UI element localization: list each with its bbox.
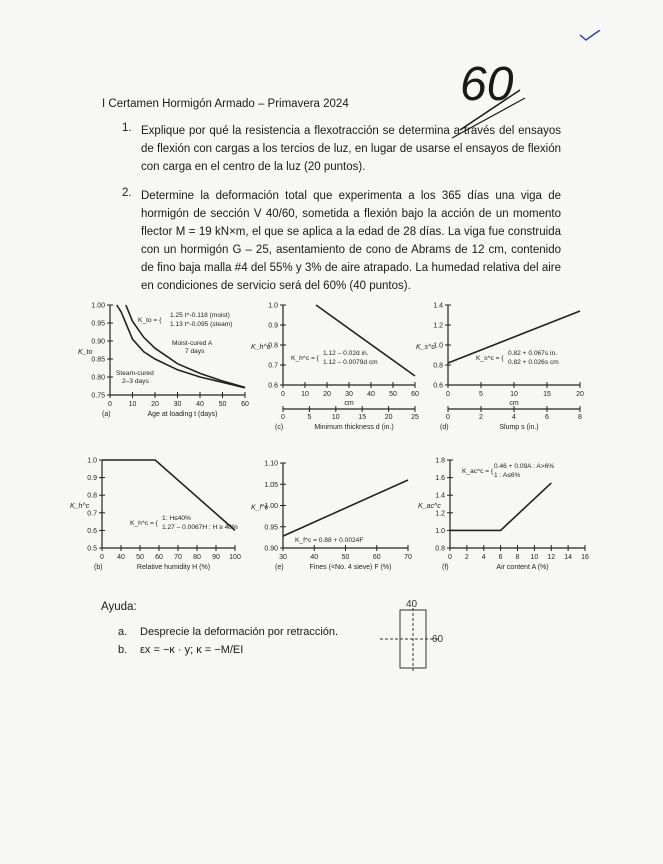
question-2-text: Determine la deformación total que experimenta a los 365 días una viga de hormigón de sección V 40/60, sometida a flexión bajo la acción de un momento flector M = 19 kN×m, el que se aplica a la edad de 28 días. La viga fue construida con un hormigón G – 25, asentamiento de cono de Abrams de 12 cm, contenido de fino baja malla #4 del 55% y 3% de aire atrapado. La humedad relativa del aire en condiciones de servicio será del 60% (40 puntos). [141, 190, 561, 292]
chart-b-xtick-label: 50 [136, 554, 144, 561]
chart-e-xtick-label: 40 [310, 554, 319, 561]
chart-a-xtick-label: 20 [151, 401, 159, 408]
chart-f-xtick-label: 14 [564, 554, 573, 561]
chart-a-annotation: 2–3 days [122, 378, 149, 385]
chart-a-xtick-label: 0 [108, 401, 112, 408]
chart-a-ytick-label: 0.95 [91, 320, 105, 328]
chart-e-ytick-label: 0.90 [264, 545, 278, 553]
chart-e-x-label: Fines (<No. 4 sieve) F (%) [309, 564, 392, 571]
chart-b-xtick-label: 70 [174, 554, 182, 561]
chart-b-ytick-label: 0.9 [87, 475, 97, 483]
help-heading: Ayuda: [101, 601, 137, 613]
chart-a-panel-label: (a) [102, 411, 111, 418]
chart-a-ytick-label: 0.80 [91, 374, 105, 382]
chart-f-xtick-label: 4 [481, 554, 486, 561]
chart-f-equation-line: 0.46 + 0.09A : A>6% [494, 463, 555, 470]
chart-c-xtick-label: 60 [411, 391, 419, 398]
chart-c-xtick2-label: 5 [307, 414, 312, 421]
chart-d-xtick2-label: 6 [545, 414, 549, 421]
chart-e-ytick-label: 1.05 [264, 481, 278, 489]
help-item-b [118, 644, 243, 656]
chart-c-x-unit: cm [344, 400, 354, 407]
chart-c-xtick-label: 0 [281, 391, 285, 398]
chart-d-ytick-label: 1.4 [433, 302, 443, 310]
chart-d-ytick-label: 1.0 [433, 342, 443, 350]
chart-c-xtick-label: 20 [323, 391, 331, 398]
chart-f-xtick-label: 0 [448, 554, 452, 561]
chart-b-xtick-label: 0 [100, 554, 104, 561]
question-1-number: 1. [122, 122, 132, 134]
chart-c-xtick-label: 10 [301, 391, 309, 398]
chart-f-xtick-label: 2 [464, 554, 469, 561]
chart-d-y-label: K_s^c [416, 344, 435, 351]
chart-f-xtick-label: 8 [515, 554, 520, 561]
chart-c-equation-line: 1.12 – 0.0079d cm [323, 359, 378, 366]
chart-c-xtick2-label: 10 [331, 414, 340, 421]
chart-f-ytick-label: 1.6 [435, 475, 445, 483]
chart-f-equation-line: K_ac^c = { [462, 468, 494, 475]
chart-d-x-unit: cm [509, 400, 519, 407]
chart-b-ytick-label: 0.6 [87, 527, 97, 535]
chart-b-xtick-label: 90 [212, 554, 220, 561]
chart-d-xtick2-label: 0 [446, 414, 450, 421]
chart-c-equation-line: K_h^c = { [291, 355, 319, 362]
chart-f-panel-label: (f) [442, 564, 449, 571]
chart-c-xtick-label: 40 [367, 391, 375, 398]
chart-b-xtick-label: 80 [193, 554, 201, 561]
chart-c-panel-label: (c) [275, 424, 284, 431]
help-item-a-text: Desprecie la deformación por retracción. [140, 626, 339, 638]
chart-e-equation-line: K_f^c = 0.88 + 0.0024F [295, 537, 364, 544]
chart-c-xtick-label: 50 [389, 391, 397, 398]
chart-c-xtick-label: 30 [345, 391, 353, 398]
chart-b-panel-label: (b) [94, 564, 103, 571]
chart-c-xtick2-label: 0 [281, 414, 285, 421]
chart-a-ytick-label: 1.00 [91, 302, 105, 310]
chart-b-ytick-label: 1.0 [87, 457, 97, 465]
chart-b-xtick-label: 60 [155, 554, 163, 561]
chart-b-equation-line: 1: H≤40% [162, 515, 191, 522]
help-item-b-text: εx = −κ · y; κ = −M/EI [140, 644, 244, 656]
chart-c-y-label: K_h^c [251, 344, 271, 351]
beam-section-sketch [370, 598, 500, 678]
chart-c-xtick2-label: 15 [358, 414, 367, 421]
chart-a-annotation: 7 days [185, 348, 205, 355]
chart-e-panel-label: (e) [275, 564, 284, 571]
chart-a-xtick-label: 50 [218, 401, 227, 408]
chart-b-xtick-label: 100 [229, 554, 241, 561]
chart-d-xtick2-label: 4 [512, 414, 516, 421]
chart-f-ytick-label: 1.4 [435, 492, 445, 500]
chart-c-ytick-label: 0.7 [268, 362, 278, 370]
chart-f-ytick-label: 1.8 [435, 457, 445, 465]
chart-d-xtick-label: 0 [446, 391, 450, 398]
chart-a-xtick-label: 40 [196, 401, 204, 408]
chart-d-panel-label: (d) [440, 424, 449, 431]
chart-f-xtick-label: 16 [581, 554, 589, 561]
chart-e-ytick-label: 1.00 [264, 503, 278, 510]
chart-e-xtick-label: 50 [341, 554, 350, 561]
chart-a-annotation: Steam-cured [116, 370, 154, 377]
chart-b-ytick-label: 0.5 [87, 545, 97, 553]
chart-f-series-0-line [450, 483, 551, 531]
chart-b-equation-line: K_h^c = { [130, 520, 158, 527]
chart-f-xtick-label: 10 [530, 554, 539, 561]
chart-d-x-label: Slump s (in.) [499, 424, 539, 431]
chart-b-ytick-label: 0.7 [87, 510, 97, 518]
chart-a-x-label: Age at loading t (days) [147, 411, 218, 418]
chart-d-equation-line: 0.82 + 0.026s cm [508, 359, 559, 366]
chart-a-xtick-label: 30 [173, 401, 182, 408]
chart-d-equation-line: 0.82 + 0.067s in. [508, 350, 557, 357]
chart-d-xtick2-label: 8 [578, 414, 582, 421]
chart-c-equation-line: 1.12 – 0.02d in. [323, 350, 369, 357]
chart-e-xtick-label: 60 [372, 554, 381, 561]
chart-a-equation-line: K_to = { [138, 317, 162, 324]
chart-e-xtick-label: 30 [279, 554, 287, 561]
chart-d-xtick2-label: 2 [479, 414, 483, 421]
chart-f-xtick-label: 12 [547, 554, 556, 561]
chart-f-ytick-label: 1.2 [435, 510, 445, 518]
chart-c-xtick2-label: 25 [411, 414, 419, 421]
chart-a-equation-line: 1.13 t^-0.095 (steam) [170, 321, 233, 328]
question-2-number: 2. [122, 187, 132, 199]
chart-c-ytick-label: 0.6 [268, 382, 278, 390]
chart-b-x-label: Relative humidity H (%) [136, 564, 211, 571]
chart-c-ytick-label: 1.0 [268, 302, 278, 310]
chart-c-xtick2-label: 20 [384, 414, 393, 421]
help-item-a-letter: a. [118, 626, 128, 638]
chart-c-ytick-label: 0.8 [268, 342, 278, 350]
chart-d-ytick-label: 1.2 [433, 322, 443, 330]
chart-a-ytick-label: 0.90 [91, 338, 105, 346]
chart-d-equation-line: K_s^c = { [476, 355, 504, 362]
chart-f-xtick-label: 6 [498, 554, 503, 561]
question-1-text: Explique por qué la resistencia a flexotracción se determina a través del ensayos de flexión con cargas a los tercios de luz, en lugar de usarse el ensayos de flexión con carga en el centro de la luz (20 puntos). [141, 125, 561, 173]
chart-f-y-label: K_ac^c [418, 503, 441, 510]
chart-d-ytick-label: 0.8 [433, 362, 443, 370]
chart-f-x-label: Air content A (%) [496, 564, 549, 571]
handwritten-score: 60 [460, 58, 514, 111]
chart-f-equation-line: 1 : A≤6% [494, 472, 521, 479]
help-item-a [118, 626, 338, 638]
section-width-label: 40 [406, 599, 418, 610]
chart-c-ytick-label: 0.9 [268, 322, 278, 330]
chart-a-y-label: K_to [78, 349, 93, 356]
chart-d-xtick-label: 5 [479, 391, 483, 398]
exam-title: I Certamen Hormigón Armado – Primavera 2024 [102, 98, 349, 110]
chart-e-xtick-label: 70 [404, 554, 412, 561]
chart-b-ytick-label: 0.8 [87, 492, 97, 500]
chart-a-ytick-label: 0.85 [91, 356, 105, 364]
chart-d-xtick-label: 10 [510, 391, 518, 398]
chart-a-annotation: Moist-cured A [172, 340, 213, 347]
chart-c-x-label: Minimum thickness d (in.) [314, 424, 394, 431]
chart-d-xtick-label: 15 [543, 391, 551, 398]
chart-b-y-label: K_h^c [70, 503, 90, 510]
help-item-b-letter: b. [118, 644, 128, 656]
chart-a-equation-line: 1.25 t^-0.118 (moist) [170, 312, 230, 319]
section-height-label: 60 [432, 634, 444, 645]
chart-a-xtick-label: 60 [241, 401, 249, 408]
chart-e-ytick-label: 1.10 [264, 460, 278, 468]
chart-a-ytick-label: 0.75 [91, 392, 105, 400]
chart-f-ytick-label: 1.0 [435, 527, 445, 535]
chart-e-ytick-label: 0.95 [264, 524, 278, 532]
chart-d-xtick-label: 20 [576, 391, 584, 398]
chart-a-xtick-label: 10 [128, 401, 137, 408]
chart-e-y-label: K_f^c [251, 504, 269, 512]
chart-d-ytick-label: 0.6 [433, 382, 443, 390]
chart-e-series-0-line [283, 480, 408, 536]
chart-b-xtick-label: 40 [117, 554, 125, 561]
chart-f-ytick-label: 0.8 [435, 545, 445, 553]
chart-b-equation-line: 1.27 – 0.0067H : H ≥ 40% [162, 524, 238, 531]
